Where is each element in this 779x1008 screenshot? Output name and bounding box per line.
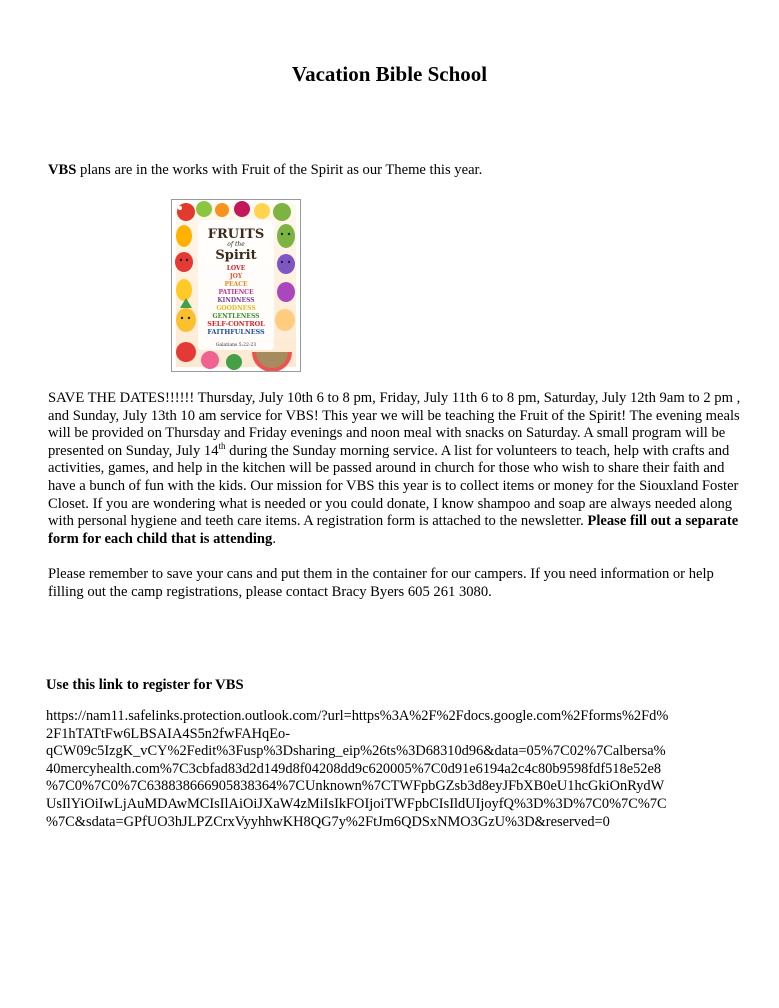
intro-bold: VBS — [48, 162, 77, 178]
register-link-heading: Use this link to register for VBS — [46, 677, 244, 693]
link-line[interactable]: 40mercyhealth.com%7C3cbfad83d2d149d8f04208dd9c620005%7C0d91e6194a2c4c80b9598fdf518e52e8 — [46, 760, 662, 777]
page-title: Vacation Bible School — [291, 62, 488, 86]
flyer-heading-line3: Spirit — [215, 248, 257, 263]
flyer-fruit-item: FAITHFULNESS — [207, 328, 265, 336]
link-line[interactable]: %7C0%7C0%7C638838666905838364%7CUnknown%7CTWFpbGZsb3d8eyJFbXB0eU1hcGkiOnRydW — [46, 778, 665, 795]
link-line[interactable]: 2F1hTATtFw6LBSAIA4S5n2fwFAHqEo- — [46, 725, 291, 742]
fruits-of-the-spirit-flyer — [171, 199, 301, 372]
flyer-verse: Galatians 5:22-23 — [215, 343, 257, 348]
flyer-fruit-item: JOY — [229, 273, 243, 280]
flyer-fruit-item: GENTLENESS — [212, 313, 260, 320]
flyer-fruit-item: KINDNESS — [217, 297, 255, 304]
flyer-fruit-item: SELF-CONTROL — [207, 320, 265, 328]
flyer-fruit-item: LOVE — [226, 265, 246, 272]
register-link[interactable] — [46, 708, 716, 831]
save-superscript: th — [218, 440, 226, 451]
flyer-fruit-item: PEACE — [224, 281, 248, 288]
cans-paragraph: Please remember to save your cans and put them in the container for our campers. If you need information or help filling out the camp registrations, please contact Bracy Byers 605 261 3080. — [48, 566, 714, 600]
intro-paragraph — [48, 162, 743, 180]
save-text-end: . — [272, 530, 276, 547]
save-text-part2: during the Sunday morning service. A list for volunteers to teach, help with crafts and activities, games, and help in the kitchen will be passed around in church for those who wish to share their faith and have a bunch of fun with the kids. Our mission for VBS this year is to collect items or money for the Siouxland Foster Closet. If you are wondering what is needed or you could donate, I know shampoo and soap are always needed along with personal hygiene and teeth care items. A registration form is attached to the newsletter. — [48, 442, 739, 530]
save-text-part1: SAVE THE DATES!!!!!! Thursday, July 10th 6 to 8 pm, Friday, July 11th 6 to 8 pm, Saturday, July 12th 9am to 2 pm , and Sunday, July 13th 10 am service for VBS! This year we will be teaching the Fruit of the Spirit! The evening meals will be provided on Thursday and Friday evenings and noon meal with snacks on Saturday. A small program will be presented on Sunday, July 14 — [48, 390, 741, 459]
link-line[interactable]: UsIlYiOiIwLjAuMDAwMCIsIlAiOiJXaW4zMiIsIkFOIjoiTWFpbCIsIldUIjoyfQ%3D%3D%7C0%7C%7C — [46, 795, 667, 812]
link-line[interactable]: https://nam11.safelinks.protection.outlook.com/?url=https%3A%2F%2Fdocs.google.com%2Fforms%2Fd% — [46, 708, 669, 724]
intro-text: plans are in the works with Fruit of the Spirit as our Theme this year. — [76, 162, 483, 178]
save-bold-text: Please fill out a separate form for each child that is attending — [48, 513, 739, 547]
flyer-fruit-item: GOODNESS — [216, 305, 256, 312]
link-line[interactable]: %7C&sdata=GPfUO3hJLPZCrxVyyhhwKH8QG7y%2FtJm6QDSxNMO3GzU%3D&reserved=0 — [46, 813, 610, 830]
flyer-heading-line2: of the — [227, 241, 245, 248]
link-line[interactable]: qCW09c5IzgK_vCY%2Fedit%3Fusp%3Dsharing_eip%26ts%3D68310d96&data=05%7C02%7Calbersa% — [46, 743, 666, 760]
save-the-dates-paragraph — [48, 390, 743, 548]
flyer-heading-line1: FRUITS — [207, 227, 265, 242]
flyer-fruit-item: PATIENCE — [218, 289, 254, 296]
flyer-graphic — [172, 200, 300, 371]
